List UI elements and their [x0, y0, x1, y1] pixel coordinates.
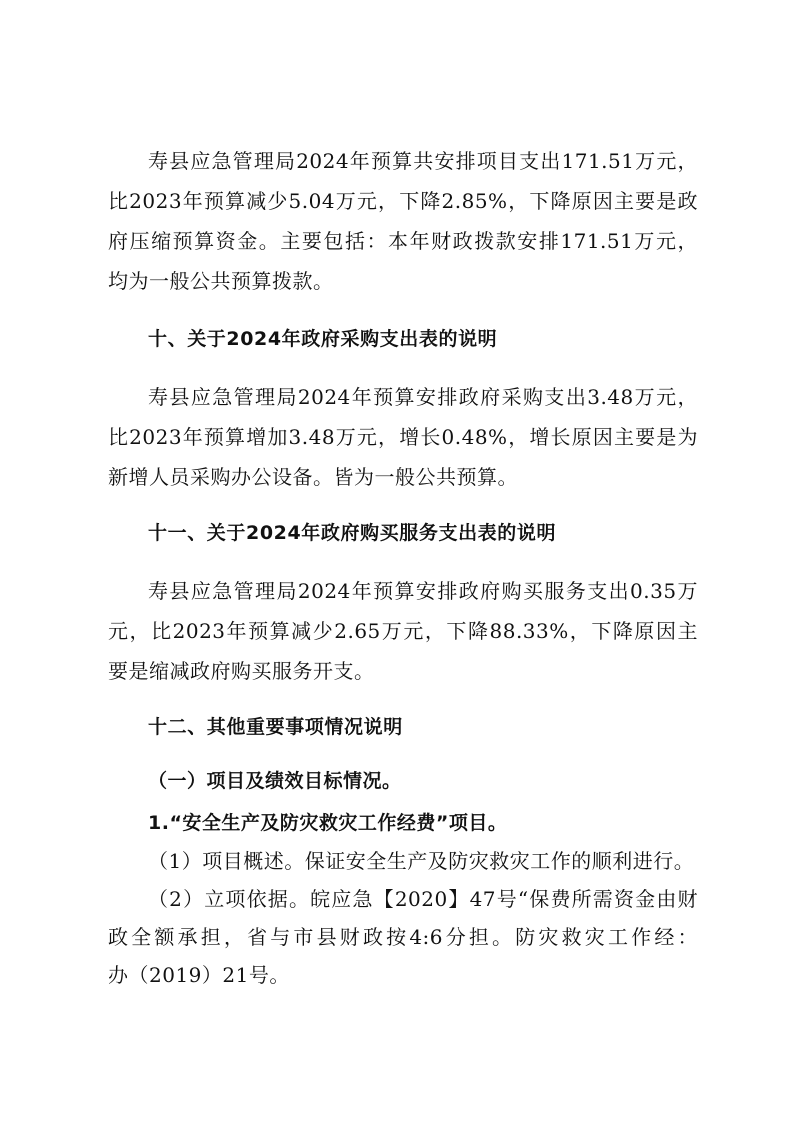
paragraph-services-line-3: 要是缩减政府购买服务开支。 [108, 659, 375, 683]
project-basis-line-2: 政全额承担，省与市县财政按4:6分担。防灾救灾工作经： [108, 925, 698, 949]
paragraph-project-expenditure-line-4: 均为一般公共预算拨款。 [108, 269, 334, 293]
paragraph-project-expenditure-line-2: 比2023年预算减少5.04万元，下降2.85%，下降原因主要是政 [108, 189, 698, 213]
paragraph-project-expenditure-line-3: 府压缩预算资金。主要包括：本年财政拨款安排171.51万元， [108, 229, 698, 253]
paragraph-project-expenditure-line-1: 寿县应急管理局2024年预算共安排项目支出171.51万元， [148, 149, 698, 173]
paragraph-services-line-2: 元，比2023年预算减少2.65万元，下降88.33%，下降原因主 [108, 619, 698, 643]
paragraph-services-line-1: 寿县应急管理局2024年预算安排政府购买服务支出0.35万 [148, 579, 698, 603]
paragraph-procurement-line-1: 寿县应急管理局2024年预算安排政府采购支出3.48万元， [148, 385, 698, 409]
project-basis-line-3: 办（2019）21号。 [108, 963, 290, 987]
project-title: 1.“安全生产及防灾救灾工作经费”项目。 [148, 812, 508, 834]
project-basis-line-1: （2）立项依据。皖应急【2020】47号“保费所需资金由财 [148, 887, 698, 911]
paragraph-procurement-line-2: 比2023年预算增加3.48万元，增长0.48%，增长原因主要是为 [108, 425, 698, 449]
section-heading-10: 十、关于2024年政府采购支出表的说明 [148, 328, 498, 350]
section-heading-12: 十二、其他重要事项情况说明 [148, 716, 403, 738]
section-heading-11: 十一、关于2024年政府购买服务支出表的说明 [148, 522, 557, 544]
paragraph-procurement-line-3: 新增人员采购办公设备。皆为一般公共预算。 [108, 465, 518, 489]
project-overview: （1）项目概述。保证安全生产及防灾救灾工作的顺利进行。 [148, 849, 695, 873]
subsection-heading-projects: （一）项目及绩效目标情况。 [148, 770, 402, 792]
